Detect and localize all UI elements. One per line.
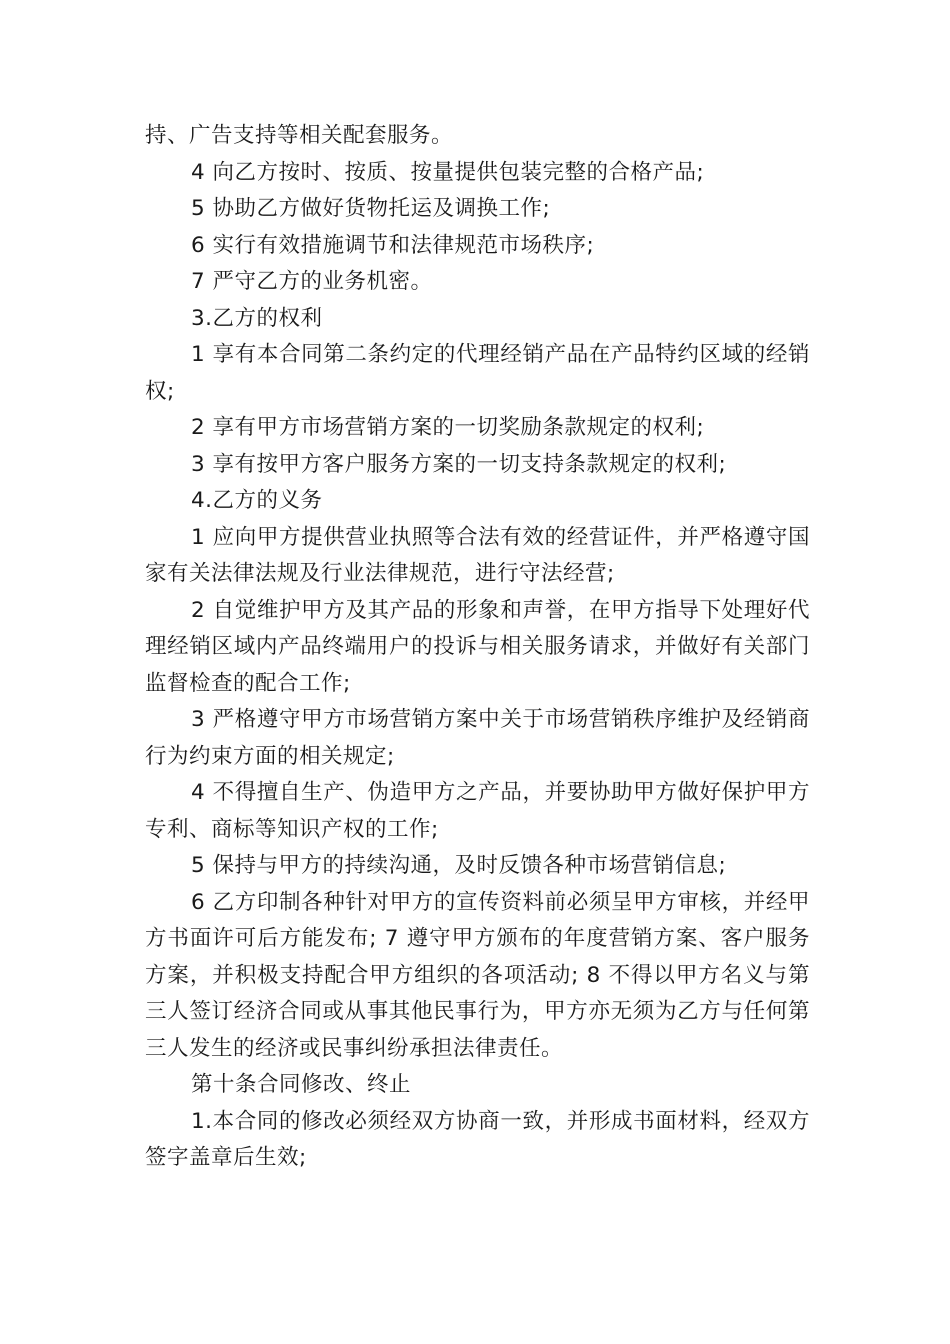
paragraph: 1 享有本合同第二条约定的代理经销产品在产品特约区域的经销权; xyxy=(145,342,810,404)
paragraph: 5 协助乙方做好货物托运及调换工作; xyxy=(191,196,551,221)
paragraph: 7 严守乙方的业务机密。 xyxy=(191,269,433,294)
paragraph: 4 向乙方按时、按质、按量提供包装完整的合格产品; xyxy=(191,159,705,185)
paragraph: 1.本合同的修改必须经双方协商一致，并形成书面材料，经双方签字盖章后生效; xyxy=(145,1108,810,1170)
paragraph: 4 不得擅自生产、伪造甲方之产品，并要协助甲方做好保护甲方专利、商标等知识产权的工作; xyxy=(145,780,810,842)
paragraph: 5 保持与甲方的持续沟通，及时反馈各种市场营销信息; xyxy=(191,853,727,878)
section-heading: 第十条合同修改、终止 xyxy=(191,1072,412,1097)
paragraph: 3 享有按甲方客户服务方案的一切支持条款规定的权利; xyxy=(191,451,727,477)
section-heading: 3.乙方的权利 xyxy=(191,305,323,331)
paragraph: 2 享有甲方市场营销方案的一切奖励条款规定的权利; xyxy=(191,415,705,440)
paragraph: 持、广告支持等相关配套服务。 xyxy=(145,123,454,148)
document-body xyxy=(145,118,810,1177)
paragraph: 6 实行有效措施调节和法律规范市场秩序; xyxy=(191,232,595,258)
paragraph: 6 乙方印制各种针对甲方的宣传资料前必须呈甲方审核，并经甲方书面许可后方能发布; 7 遵守甲方颁布的年度营销方案、客户服务方案，并积极支持配合甲方组织的各项活动; 8 不得以甲方名义与第三人签订经济合同或从事其他民事行为，甲方亦无须为乙方与任何第三人发生的经济或民事纠纷承担法律责任。 xyxy=(145,889,810,1061)
paragraph: 1 应向甲方提供营业执照等合法有效的经营证件，并严格遵守国家有关法律法规及行业法律规范，进行守法经营; xyxy=(145,524,810,586)
paragraph: 2 自觉维护甲方及其产品的形象和声誉，在甲方指导下处理好代理经销区域内产品终端用户的投诉与相关服务请求，并做好有关部门监督检查的配合工作; xyxy=(145,597,810,696)
section-heading: 4.乙方的义务 xyxy=(191,488,323,513)
paragraph: 3 严格遵守甲方市场营销方案中关于市场营销秩序维护及经销商行为约束方面的相关规定; xyxy=(145,707,810,769)
